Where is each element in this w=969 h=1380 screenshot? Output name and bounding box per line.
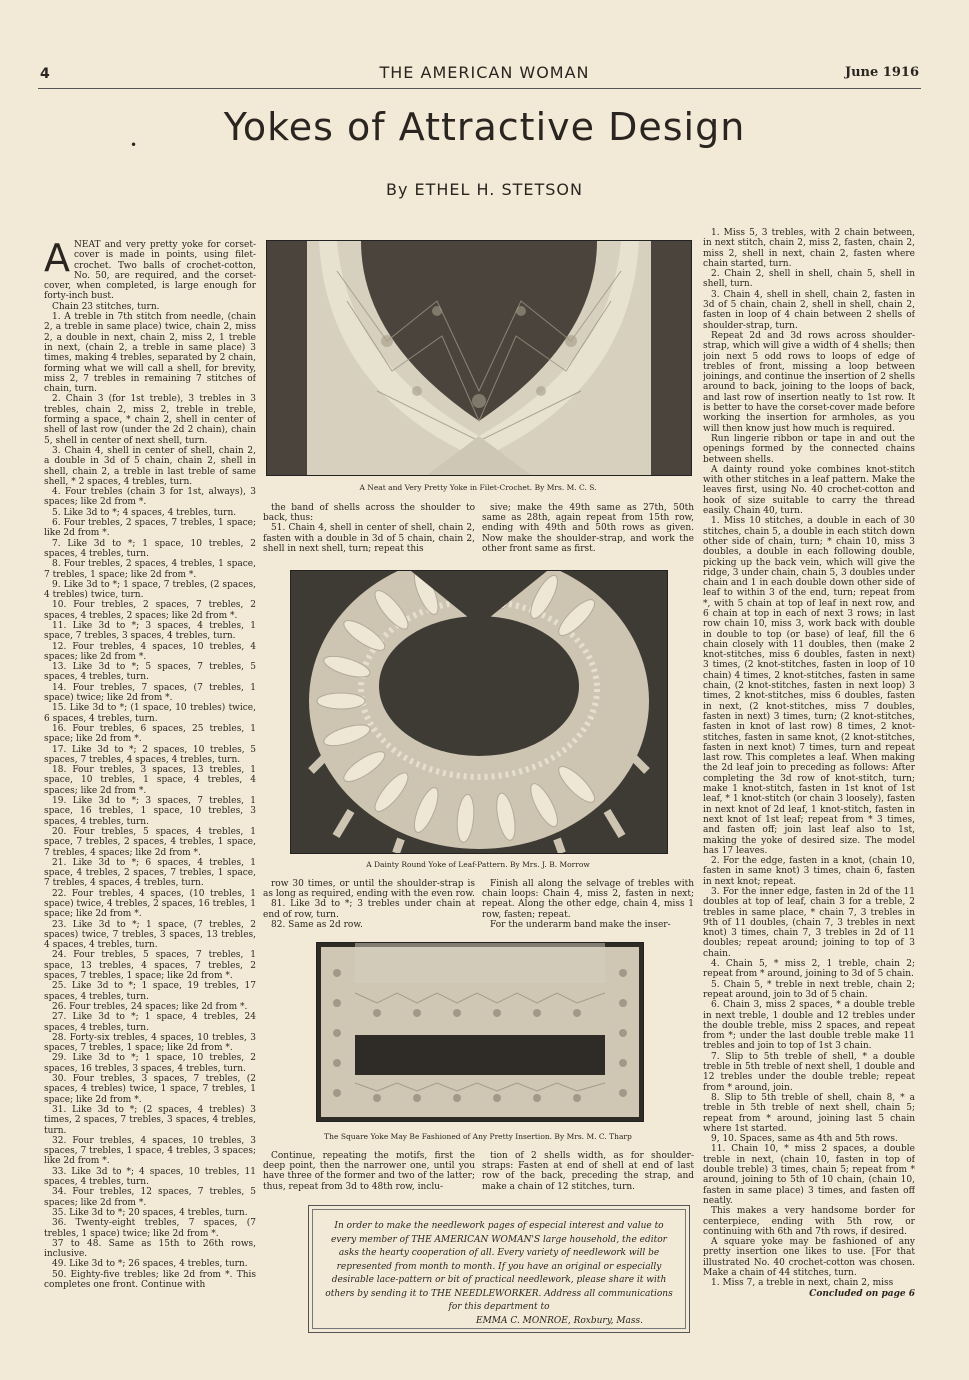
paragraph: 21. Like 3d to *; 6 spaces, 4 trebles, 1 space, 4 trebles, 2 spaces, 7 trebles, 1 space, 7 trebles, 4 spaces, 4 trebles, turn. (44, 857, 256, 889)
paragraph: 6. Four trebles, 2 spaces, 7 trebles, 1 space; like 2d from *. (44, 518, 256, 539)
paragraph: 5. Chain 5, * treble in next treble, chain 2; repeat around, join to 3d of 5 chain. (703, 979, 915, 1000)
masthead: THE AMERICAN WOMAN (379, 63, 590, 82)
photo2-caption: A Dainty Round Yoke of Leaf-Pattern. By Mrs. J. B. Morrow (366, 860, 590, 869)
mid-block3-left (263, 1151, 475, 1201)
paragraph: 7. Slip to 5th treble of shell, * a double treble in 5th treble of next shell, 1 double and 12 trebles under the double treble; repeat from * around, join. (703, 1051, 915, 1093)
left-rows (44, 302, 256, 1291)
paragraph: 8. Four trebles, 2 spaces, 4 trebles, 1 space, 7 trebles, 1 space; like 2d from *. (44, 559, 256, 580)
photo3-caption: The Square Yoke May Be Fashioned of Any Pretty Insertion. By Mrs. M. C. Tharp (324, 1132, 632, 1141)
paragraph: 8. Slip to 5th treble of shell, chain 8, * a treble in 5th treble of next shell, chain 5; repeat from * around, joining last 5 chain where 1st started. (703, 1092, 915, 1134)
mid-block2-right (482, 879, 694, 939)
paragraph: 29. Like 3d to *; 1 space, 10 trebles, 2 spaces, 16 trebles, 3 spaces, 4 trebles, turn. (44, 1053, 256, 1074)
paragraph: 14. Four trebles, 7 spaces, (7 trebles, 1 space) twice; like 2d from *. (44, 682, 256, 704)
paragraph: 16. Four trebles, 6 spaces, 25 trebles, 1 space; like 2d from *. (44, 723, 256, 745)
paragraph: 2. Chain 2, shell in shell, chain 5, shell in shell, turn. (703, 269, 915, 290)
paragraph: 12. Four trebles, 4 spaces, 10 trebles, 4 spaces; like 2d from *. (44, 641, 256, 662)
paragraph: 1. Miss 5, 3 trebles, with 2 chain between, in next stitch, chain 2, miss 2, fasten, chain 2, miss 2, shell in next, chain 2, fasten where chain started, turn. (703, 228, 915, 269)
paragraph: 3. For the inner edge, fasten in 2d of the 11 doubles at top of leaf, chain 3 for a treble, 2 trebles in same place, * chain 7, 3 trebles in 9th of 11 doubles, (chain 7, 3 trebles in next knot) 3 times, chain 7, 3 trebles in 2d of 11 doubles; repeat around; joining to top of 3 chain. (703, 887, 915, 959)
paragraph: 20. Four trebles, 5 spaces, 4 trebles, 1 space, 7 trebles, 2 spaces, 4 trebles, 1 space, 7 trebles, 4 spaces; like 2d from *. (44, 826, 256, 858)
paragraph: 15. Like 3d to *; (1 space, 10 trebles) twice, 6 spaces, 4 trebles, turn. (44, 703, 256, 724)
paragraph: This makes a very handsome border for centerpiece, ending with 5th row, or continuing with 6th and 7th rows, if desired. (703, 1206, 915, 1237)
paragraph: 11. Chain 10, * miss 2 spaces, a double treble in next, (chain 10, fasten in top of double treble) 3 times, chain 5; repeat from * around, joining to 5th of 10 chain, (chain 10, fasten in same place) 3 times, and fasten off neatly. (703, 1144, 915, 1206)
paragraph: 11. Like 3d to *; 3 spaces, 4 trebles, 1 space, 7 trebles, 3 spaces, 4 trebles, turn. (44, 620, 256, 642)
paragraph: Repeat 2d and 3d rows across shoulder-strap, which will give a width of 4 shells; then join next 5 odd rows to loops of edge of trebles of front, missing a loop between joinings, and continue the insertion of 2 shells around to back, joining to the loops of back, and last row of insertion neatly to 1st row. It is better to have the corset-cover made before working the insertion for armholes, as you will then know just how much is required. (703, 330, 915, 434)
paragraph: 28. Forty-six trebles, 4 spaces, 10 trebles, 3 spaces, 7 trebles, 1 space; like 2d from *. (44, 1032, 256, 1054)
paragraph: 6. Chain 3, miss 2 spaces, * a double treble in next treble, 1 double and 12 trebles under the double treble, miss 2 spaces, and repeat from *; under the last double treble make 11 trebles and join to top of 1st 3 chain. (703, 1000, 915, 1052)
mid-block3-right (482, 1151, 694, 1201)
paragraph: 3. Chain 4, shell in shell, chain 2, fasten in 3d of 5 chain, chain 2, shell in shell, chain 2, fasten in loop of 4 chain between 2 shells of shoulder-strap, turn. (703, 289, 915, 331)
square-yoke-image (317, 943, 643, 1121)
photo-filet-yoke (266, 240, 692, 476)
paragraph: 1. Miss 7, a treble in next, chain 2, miss (711, 1278, 894, 1289)
paragraph: A square yoke may be fashioned of any pretty insertion one likes to use. [For that illustrated No. 40 crochet-cotton was chosen. Make a chain of 44 stitches, turn. (703, 1237, 915, 1278)
right-column (703, 228, 915, 1368)
article-byline: By ETHEL H. STETSON (385, 180, 583, 199)
ornament-dot: • (130, 138, 138, 152)
header-rule (38, 88, 921, 89)
paragraph: 19. Like 3d to *; 3 spaces, 7 trebles, 1 space, 16 trebles, 1 space, 10 trebles, 3 spaces, 4 trebles, turn. (44, 796, 256, 827)
mid-text: 51. Chain 4, shell in center of shell, chain 2, fasten with a double in 3d of 5 chain, chain 2, shell in next shell, turn; repeat this (263, 523, 475, 554)
mid-text: 81. Like 3d to *; 3 trebles under chain at end of row, turn. (263, 899, 475, 920)
page-number: 4 (40, 66, 50, 82)
mid-text: Finish all along the selvage of trebles with chain loops: Chain 4, miss 2, fasten in next; repeat. Along the other edge, chain 4, miss 1 row, fasten; repeat. (482, 879, 694, 920)
mid-text: the band of shells across the shoulder to back, thus: (263, 503, 475, 524)
paragraph: 17. Like 3d to *; 2 spaces, 10 trebles, 5 spaces, 7 trebles, 4 spaces, 4 trebles, turn. (44, 744, 256, 765)
mid-text: Continue, repeating the motifs, first the deep point, then the narrower one, until you have three of the former and two of the latter; thus, repeat from 3d to 48th row, inclu- (263, 1151, 475, 1192)
article-title: Yokes of Attractive Design (223, 105, 746, 149)
right-paras (703, 228, 915, 1289)
filet-yoke-image (267, 241, 691, 475)
paragraph: 3. Chain 4, shell in center of shell, chain 2, a double in 3d of 5 chain, chain 2, shell in shell, chain 2, a treble in last treble of same shell, * 2 spaces, 4 trebles, turn. (44, 445, 256, 487)
intro-text: NEAT and very pretty yoke for corset-cover is made in points, using filet-crochet. Two balls of crochet-cotton, No. 50, are required, and the corset-cover, when completed, is large enough for forty-inch bust. (44, 240, 256, 302)
paragraph: 34. Four trebles, 12 spaces, 7 trebles, 5 spaces; like 2d from *. (44, 1187, 256, 1208)
mid-block1-left (263, 503, 475, 563)
paragraph: 31. Like 3d to *; (2 spaces, 4 trebles) 3 times, 2 spaces, 7 trebles, 3 spaces, 4 trebles, turn. (44, 1104, 256, 1136)
paragraph: 7. Like 3d to *; 1 space, 10 trebles, 2 spaces, 4 trebles, turn. (44, 538, 256, 559)
paragraph: 2. For the edge, fasten in a knot, (chain 10, fasten in same knot) 3 times, chain 6, fasten in next knot; repeat. (703, 856, 915, 887)
leaf-motif (317, 693, 365, 709)
editor-signature: EMMA C. MONROE, Roxbury, Mass. (476, 1315, 643, 1326)
editor-note-box (308, 1205, 690, 1333)
mid-text: tion of 2 shells width, as for shoulder-straps: Fasten at end of shell at end of last row of the back, preceding the strap, and make a chain of 12 stitches, turn. (482, 1151, 694, 1192)
editor-note-text: In order to make the needlework pages of especial interest and value to every member of THE AMERICAN WOMAN'S large household, the editor asks the hearty cooperation of all. Every variety of needlework will be represented from month to month. If you have an original or especially desirable lace-pattern or bit of practical needlework, please share it with others by sending it to THE NEEDLEWORKER. Address all communications for this department to (325, 1221, 673, 1312)
paragraph: 13. Like 3d to *; 5 spaces, 7 trebles, 5 spaces, 4 trebles, turn. (44, 662, 256, 683)
intro-paragraph (44, 240, 256, 302)
issue-date: June 1916 (844, 65, 919, 80)
paragraph: 9. Like 3d to *; 1 space, 7 trebles, (2 spaces, 4 trebles) twice, turn. (44, 579, 256, 601)
photo1-caption: A Neat and Very Pretty Yoke in Filet-Crochet. By Mrs. M. C. S. (359, 483, 597, 492)
paragraph: A dainty round yoke combines knot-stitch with other stitches in a leaf pattern. Make the leaves first, using No. 40 crochet-cotton and hook of size suitable to carry the thread easily. Chain 40, turn. (703, 464, 915, 517)
paragraph: 22. Four trebles, 4 spaces, (10 trebles, 1 space) twice, 4 trebles, 2 spaces, 16 trebles, 1 space; like 2d from *. (44, 888, 256, 920)
continued-note: Concluded on page 6 (809, 1288, 915, 1299)
mid-text: 82. Same as 2d row. (271, 919, 363, 930)
paragraph: 25. Like 3d to *; 1 space, 19 trebles, 17 spaces, 4 trebles, turn. (44, 981, 256, 1002)
paragraph: 5. Like 3d to *; 4 spaces, 4 trebles, turn. (52, 507, 237, 518)
mid-text: row 30 times, or until the shoulder-strap is as long as required, ending with the even row. (263, 879, 475, 900)
paragraph: 50. Eighty-five trebles; like 2d from *. This completes one front. Continue with (44, 1269, 256, 1290)
paragraph: 24. Four trebles, 5 spaces, 7 trebles, 1 space, 13 trebles, 4 spaces, 7 trebles, 2 spaces, 7 trebles, 1 space; like 2d from *. (44, 950, 256, 982)
paragraph: 23. Like 3d to *; 1 space, (7 trebles, 2 spaces) twice, 7 trebles, 3 spaces, 13 trebles, 4 spaces, 4 trebles, turn. (44, 919, 256, 951)
paragraph: 4. Chain 5, * miss 2, 1 treble, chain 2; repeat from * around, joining to 3d of 5 chain. (703, 959, 915, 980)
mid-text: For the underarm band make the inser- (490, 919, 671, 930)
paragraph: Chain 23 stitches, turn. (52, 301, 160, 312)
mid-block1-right (482, 503, 694, 563)
paragraph: 18. Four trebles, 3 spaces, 13 trebles, 1 space, 10 trebles, 1 space, 4 trebles, 4 spaces; like 2d from *. (44, 765, 256, 796)
paragraph: 49. Like 3d to *; 26 spaces, 4 trebles, turn. (52, 1259, 248, 1270)
paragraph: 32. Four trebles, 4 spaces, 10 trebles, 3 spaces, 7 trebles, 1 space, 4 trebles, 3 spaces; like 2d from *. (44, 1135, 256, 1167)
round-yoke-image (291, 571, 667, 853)
paragraph: 26. Four trebles, 24 spaces; like 2d from *. (52, 1001, 248, 1012)
left-column (44, 240, 256, 1365)
paragraph: 36. Twenty-eight trebles, 7 spaces, (7 trebles, 1 space) twice; like 2d from *. (44, 1218, 256, 1239)
paragraph: 1. Miss 10 stitches, a double in each of 30 stitches, chain 5, a double in each stitch down other side of chain, turn; * chain 10, miss 3 doubles, a double in each following double, picking up the back vein, which will give the ridge, 3 under chain, chain 5, 3 doubles under chain and 1 in each double down other side of leaf to within 3 of the end, turn; repeat from *, with 5 chain at top of leaf in next row, and 6 chain at top in each of next 3 rows; in last row chain 10, miss 3, work back with double in double to top (or base) of leaf, fill the 6 chain closely with 11 doubles, then (make 2 knot-stitches, miss 6 doubles, fasten in next) 3 times, (2 knot-stitches, fasten in loop of 10 chain) 4 times, 2 knot-stitches, fasten in same chain, (2 knot-stitches, fasten in next loop) 3 times, 2 knot-stitches, miss 6 doubles, fasten in next, (2 knot-stitches, miss 7 doubles, fasten in next) 3 times, turn; (2 knot-stitches, fasten in knot of last row) 8 times, 2 knot-stitches, fasten in same knot, (2 knot-stitches, fasten in next knot) 7 times, turn and repeat last row. This completes a leaf. When making the 2d leaf join to preceding as follows: After completing the 3d row of knot-stitch, turn; make 1 knot-stitch, fasten in 1st knot of 1st leaf, * 1 knot-stitch (or chain 3 loosely), fasten in next knot of 2d leaf, 1 knot-stitch, fasten in next knot of 1st leaf; repeat from * 3 times, and fasten off; join last leaf also to 1st, making the yoke of desired size. The model has 17 leaves. (703, 516, 915, 856)
paragraph: 4. Four trebles (chain 3 for 1st, always), 3 spaces; like 2d from *. (44, 487, 256, 508)
photo-round-yoke (290, 570, 668, 854)
paragraph: 37 to 48. Same as 15th to 26th rows, inclusive. (44, 1238, 256, 1260)
photo-square-yoke (316, 942, 644, 1122)
paragraph: 9, 10. Spaces, same as 4th and 5th rows. (711, 1134, 898, 1145)
drop-cap: A (44, 240, 70, 280)
paragraph: 10. Four trebles, 2 spaces, 7 trebles, 2 spaces, 4 trebles, 2 spaces; like 2d from *. (44, 600, 256, 621)
paragraph: Run lingerie ribbon or tape in and out the openings formed by the connected chains between shells. (703, 433, 915, 465)
paragraph: 2. Chain 3 (for 1st treble), 3 trebles in 3 trebles, chain 2, miss 2, treble in treble, forming a space, * chain 2, shell in center of shell of last row (under the 2d 2 chain), chain 5, shell in center of next shell, turn. (44, 394, 256, 446)
paragraph: 27. Like 3d to *; 1 space, 4 trebles, 24 spaces, 4 trebles, turn. (44, 1012, 256, 1033)
mid-block2-left (263, 879, 475, 939)
paragraph: 35. Like 3d to *; 20 spaces, 4 trebles, turn. (52, 1207, 248, 1218)
paragraph: 1. A treble in 7th stitch from needle, (chain 2, a treble in same place) twice, chain 2, miss 2, a double in next, chain 2, miss 2, 1 treble in next, (chain 2, a treble in same place) 3 times, making 4 trebles, separated by 2 chain, forming what we will call a shell, for brevity, miss 2, 7 trebles in remaining 7 stitches of chain, turn. (44, 312, 256, 395)
paragraph: 30. Four trebles, 3 spaces, 7 trebles, (2 spaces, 4 trebles) twice, 1 space, 7 trebles, 1 space; like 2d from *. (44, 1074, 256, 1105)
paragraph: 33. Like 3d to *; 4 spaces, 10 trebles, 11 spaces, 4 trebles, turn. (44, 1166, 256, 1188)
mid-text: sive; make the 49th same as 27th, 50th same as 28th, again repeat from 15th row, ending with 49th and 50th rows as given. Now make the shoulder-strap, and work the other front same as first. (482, 503, 694, 554)
